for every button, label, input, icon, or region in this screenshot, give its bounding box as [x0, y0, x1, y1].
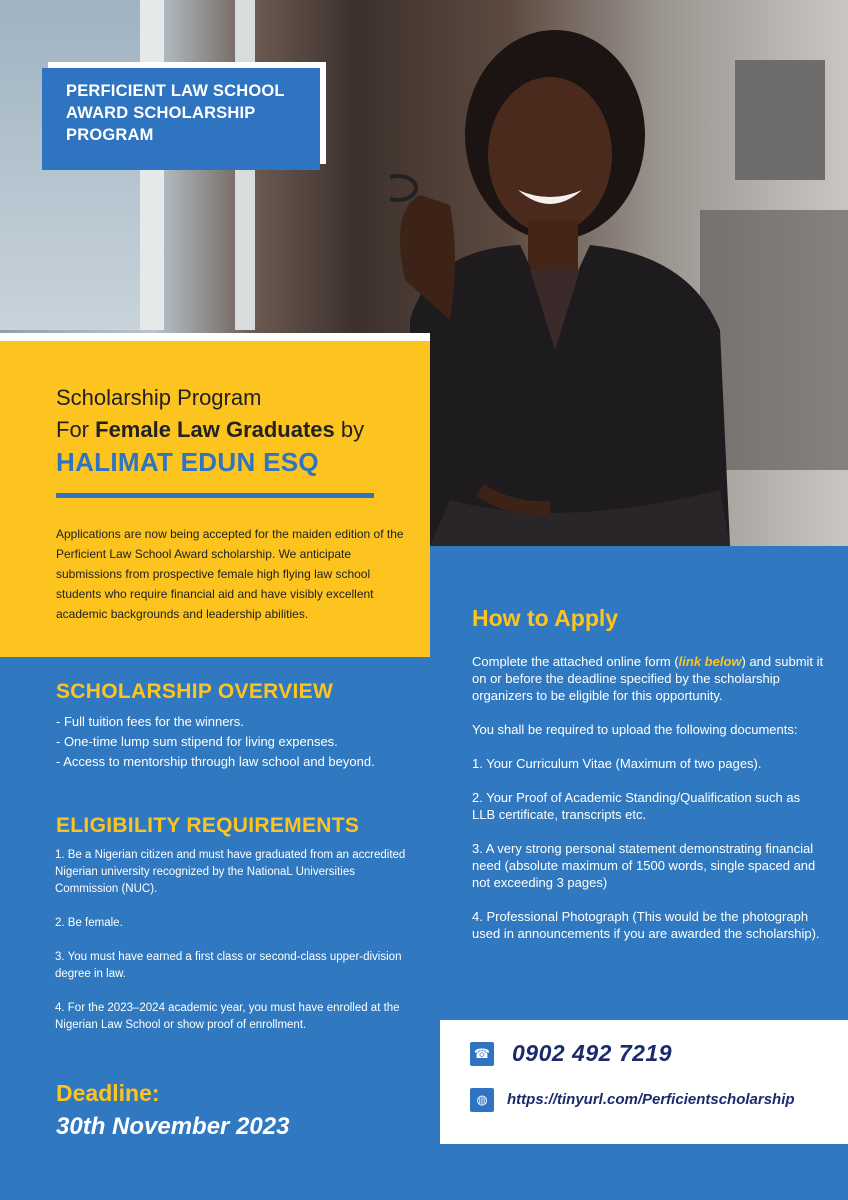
- divider: [56, 493, 374, 498]
- eligibility-title: ELIGIBILITY REQUIREMENTS: [56, 814, 360, 837]
- eligibility-list: [55, 847, 415, 1051]
- list-item: 4. Professional Photograph (This would be the photograph used in announcements if you are awarded the scholarship).: [472, 909, 820, 941]
- intro-subheading-prefix: For: [56, 417, 96, 442]
- globe-icon: ◍: [470, 1088, 494, 1112]
- list-item: - Full tuition fees for the winners.: [56, 714, 244, 729]
- how-to-apply-title: How to Apply: [472, 605, 619, 631]
- application-link[interactable]: https://tinyurl.com/Perficientscholarship: [507, 1091, 795, 1108]
- intro-subheading-bold: Female Law Graduates: [95, 417, 335, 442]
- intro-heading: Scholarship Program: [56, 385, 262, 410]
- phone-icon: ☎: [470, 1042, 494, 1066]
- program-title-line: PERFICIENT LAW SCHOOL: [66, 82, 285, 100]
- sponsor-name: HALIMAT EDUN ESQ: [56, 447, 319, 477]
- overview-title: SCHOLARSHIP OVERVIEW: [56, 680, 334, 703]
- woman-portrait: [390, 20, 730, 546]
- list-item: - Access to mentorship through law school and beyond.: [56, 754, 375, 769]
- list-item: 3. A very strong personal statement demonstrating financial need (absolute maximum of 1500 words, single spaced and not exceeding 3 pages): [472, 841, 816, 890]
- intro-text: Applications are now being accepted for the maiden edition of the Perficient Law School Award scholarship. We anticipate submissions from prospective female high flying law school students who require financial aid and have visibly excellent academic backgrounds and leadership abilities.: [56, 527, 404, 621]
- deadline-date: 30th November 2023: [56, 1113, 290, 1140]
- list-item: 2. Be female.: [55, 917, 123, 929]
- program-title-line: AWARD SCHOLARSHIP: [66, 104, 256, 122]
- list-item: 1. Your Curriculum Vitae (Maximum of two pages).: [472, 756, 762, 771]
- how-to-apply-paragraph: You shall be required to upload the following documents:: [472, 722, 798, 737]
- paragraph-text: ) and submit it on or before the deadline specified by the scholarship organizers to be eligible for this opportunity.: [472, 654, 824, 703]
- phone-number[interactable]: 0902 492 7219: [512, 1040, 672, 1066]
- intro-panel: [0, 333, 430, 657]
- how-to-apply-body: [472, 653, 824, 959]
- list-item: 1. Be a Nigerian citizen and must have graduated from an accredited Nigerian university recognized by the NationaL Universities Commission (NUC).: [55, 849, 406, 895]
- program-title-box: [42, 68, 320, 170]
- program-title-line: PROGRAM: [66, 126, 154, 144]
- paragraph-text: Complete the attached online form (: [472, 654, 679, 669]
- list-item: 2. Your Proof of Academic Standing/Qualification such as LLB certificate, transcripts etc.: [472, 790, 801, 822]
- overview-list: [56, 712, 426, 772]
- list-item: 4. For the 2023–2024 academic year, you must have enrolled at the Nigerian Law School or show proof of enrollment.: [55, 1002, 400, 1031]
- list-item: 3. You must have earned a first class or second-class upper-division degree in law.: [55, 951, 402, 980]
- intro-subheading-suffix: by: [334, 417, 365, 442]
- list-item: - One-time lump sum stipend for living expenses.: [56, 734, 338, 749]
- link-below-text: link below: [678, 654, 742, 669]
- contact-card: [440, 1020, 848, 1144]
- deadline-label: Deadline:: [56, 1080, 160, 1106]
- intro-subheading: [56, 417, 364, 443]
- background-shelf: [735, 60, 825, 180]
- how-to-apply-paragraph: [472, 653, 824, 704]
